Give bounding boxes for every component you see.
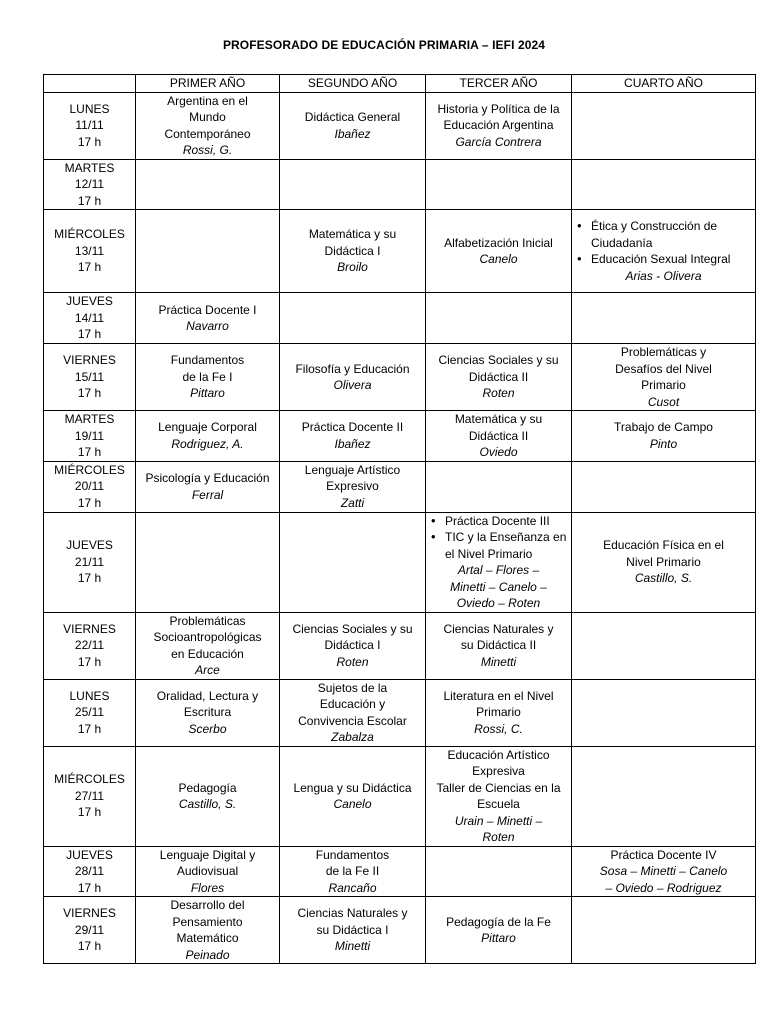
subject-name: Expresivo [326,479,379,494]
day-date: 27/11 [74,788,105,803]
teacher-name: Rancaño [328,880,377,895]
subject-cell [136,846,280,897]
teacher-name: Navarro [186,319,229,333]
subject-list-item: • Práctica Docente III [429,513,568,530]
subject-name: Didáctica I [324,638,381,653]
day-date: 19/11 [74,428,105,443]
day-cell [44,159,136,210]
subject-name: Convivencia Escolar [298,713,407,728]
subject-cell [136,679,280,746]
subject-cell [280,293,426,344]
day-cell [44,411,136,462]
teacher-name: Broilo [337,260,368,275]
table-row [44,293,756,344]
day-name: MIÉRCOLES [54,772,125,787]
teacher-name: Artal – Flores – [457,563,540,577]
subject-name: Contemporáneo [164,126,251,141]
subject-name: Fundamentos [315,847,390,862]
subject-name: de la Fe I [182,369,233,384]
subject-cell [280,159,426,210]
teacher-name: Arce [195,663,220,677]
table-row [44,344,756,411]
table-row [44,846,756,897]
day-time: 17 h [77,880,102,895]
day-time: 17 h [77,939,102,954]
page-title: PROFESORADO DE EDUCACIÓN PRIMARIA – IEFI 2024 [222,38,546,52]
subject-name: Mundo [189,110,226,124]
day-name: JUEVES [66,294,113,309]
table-row [44,612,756,679]
teacher-name: Rodriguez, A. [171,436,244,451]
subject-list [429,513,568,563]
subject-name: Desafíos del Nivel [615,361,712,376]
day-cell [44,512,136,612]
subject-name: Alfabetización Inicial [444,235,553,250]
subject-cell [572,210,756,293]
subject-name: Educación Artístico [447,747,550,762]
subject-name: Expresiva [472,764,525,778]
subject-cell [572,344,756,411]
subject-cell [280,846,426,897]
teacher-name: Roten [482,830,515,844]
day-time: 17 h [77,654,102,669]
subject-cell [426,344,572,411]
day-cell [44,92,136,159]
teacher-name: Arias - Olivera [625,268,702,283]
teacher-name: Ibañez [334,126,371,141]
header-day-column [44,75,136,93]
subject-cell [572,612,756,679]
subject-name: Educación Física en el [603,538,724,553]
subject-cell [572,679,756,746]
teacher-name: Rossi, G. [182,143,233,157]
subject-name: Matemática y su [454,412,543,426]
table-body [44,92,756,964]
subject-list-item: • Ética y Construcción de Ciudadanía [575,218,752,251]
table-row [44,897,756,964]
subject-name: Educación y [319,697,386,711]
day-date: 20/11 [74,479,105,494]
subject-cell [136,512,280,612]
subject-name: Didáctica I [324,243,381,258]
subject-cell [572,897,756,964]
teacher-name: Pinto [649,436,678,451]
subject-name: Literatura en el Nivel [443,688,554,703]
header-year-3: TERCER AÑO [426,75,572,93]
teacher-name: Pittaro [190,386,225,401]
subject-name: Trabajo de Campo [614,420,713,435]
subject-cell [572,846,756,897]
subject-cell [280,411,426,462]
subject-cell [426,897,572,964]
subject-name: Escuela [477,797,520,811]
table-row [44,210,756,293]
day-time: 17 h [77,193,102,208]
day-cell [44,612,136,679]
day-date: 25/11 [74,705,105,720]
header-year-2: SEGUNDO AÑO [280,75,426,93]
day-cell [44,210,136,293]
teacher-name: Oviedo – Roten [456,596,541,610]
subject-name: Historia y Política de la [437,101,560,116]
subject-cell [426,210,572,293]
subject-name: Filosofía y Educación [295,361,410,376]
teacher-name: Urain – Minetti – [454,813,543,828]
subject-name: Sujetos de la [317,680,388,695]
day-date: 22/11 [74,638,105,653]
subject-cell [572,159,756,210]
day-name: MIÉRCOLES [54,227,125,242]
day-cell [44,344,136,411]
teacher-name: Cusot [647,394,680,409]
subject-cell [572,411,756,462]
subject-cell [572,461,756,512]
teacher-name: Ibañez [334,436,371,451]
teacher-name: Castillo, S. [178,797,237,811]
day-date: 13/11 [74,243,105,258]
day-name: MARTES [64,160,115,175]
subject-name: Matemática y su [308,227,397,242]
subject-name: Socioantropológicas [153,630,262,644]
day-time: 17 h [77,134,102,149]
teacher-name: Minetti [480,654,517,669]
subject-cell [280,92,426,159]
subject-cell [280,612,426,679]
subject-name: Pedagogía [178,780,237,795]
subject-cell [426,746,572,846]
subject-cell [136,344,280,411]
subject-list [575,218,752,268]
subject-name: Lenguaje Corporal [158,420,257,435]
teacher-name: Castillo, S. [634,571,693,586]
subject-cell [136,897,280,964]
subject-name: Didáctica II [468,369,529,384]
day-name: VIERNES [63,353,116,368]
day-date: 28/11 [74,864,105,878]
day-time: 17 h [77,327,102,342]
subject-name: Pedagogía de la Fe [446,914,551,929]
subject-cell [280,210,426,293]
teacher-name: Canelo [479,252,518,266]
subject-cell [136,746,280,846]
day-date: 11/11 [75,118,104,133]
teacher-name: Pittaro [481,931,516,945]
subject-name: Psicología y Educación [145,471,270,485]
subject-list-item: • TIC y la Enseñanza en el Nivel Primario [429,529,568,562]
teacher-name: Peinado [185,947,230,962]
subject-name: Fundamentos [170,353,245,368]
subject-name: Desarrollo del [170,898,245,912]
subject-cell [426,679,572,746]
day-cell [44,746,136,846]
subject-cell [136,293,280,344]
subject-name: Práctica Docente II [301,420,404,435]
teacher-name: Oviedo [479,445,518,459]
subject-name: Didáctica General [304,110,401,124]
subject-cell [426,411,572,462]
teacher-name: Canelo [333,797,372,811]
teacher-name: Zabalza [331,730,374,744]
subject-cell [280,344,426,411]
subject-name: Taller de Ciencias en la [436,780,561,795]
day-date: 14/11 [74,310,105,325]
day-name: MIÉRCOLES [54,462,125,477]
subject-name: Problemáticas y [620,345,707,359]
subject-cell [426,846,572,897]
subject-cell [280,679,426,746]
subject-cell [426,512,572,612]
day-time: 17 h [77,495,102,510]
header-year-4: CUARTO AÑO [572,75,756,93]
table-row [44,512,756,612]
table-row [44,159,756,210]
teacher-name: Roten [482,386,515,401]
teacher-name: Olivera [333,378,372,392]
teacher-name: Zatti [340,495,365,510]
table-row [44,461,756,512]
subject-name: Primario [476,705,521,720]
table-row [44,746,756,846]
teacher-name: García Contrera [455,134,542,149]
subject-cell [426,92,572,159]
subject-name: Oralidad, Lectura y [156,688,259,703]
subject-name: su Didáctica I [316,922,389,937]
table-row [44,411,756,462]
teacher-name: Flores [190,880,225,895]
day-time: 17 h [77,386,102,401]
subject-name: Ciencias Sociales y su [438,353,559,368]
teacher-name: Minetti – Canelo – [450,579,547,594]
subject-cell [426,461,572,512]
subject-cell [280,897,426,964]
day-cell [44,897,136,964]
subject-name: Lenguaje Artístico [304,462,401,477]
subject-cell [136,159,280,210]
day-name: JUEVES [66,538,113,553]
subject-cell [136,411,280,462]
day-date: 21/11 [74,554,105,569]
day-date: 12/11 [74,177,105,191]
day-cell [44,846,136,897]
subject-name: Educación Argentina [443,118,554,133]
subject-name: Práctica Docente I [158,302,257,317]
subject-name: Primario [641,378,686,392]
teacher-name: Rossi, C. [474,721,523,736]
subject-cell [572,512,756,612]
subject-name: Escritura [183,705,232,720]
subject-cell [426,293,572,344]
subject-name: Matemático [176,931,239,945]
subject-name: Práctica Docente IV [610,847,717,862]
day-time: 17 h [77,721,102,736]
subject-name: Ciencias Sociales y su [292,621,413,636]
subject-cell [572,92,756,159]
day-time: 17 h [77,260,102,275]
day-time: 17 h [77,805,102,820]
teacher-name: Roten [336,654,369,669]
day-name: VIERNES [63,906,116,921]
subject-name: Problemáticas [169,613,246,628]
subject-name: Ciencias Naturales y [443,621,554,636]
teacher-name: Sosa – Minetti – Canelo [599,864,728,878]
subject-cell [136,210,280,293]
teacher-name: – Oviedo – Rodriguez [605,880,722,895]
table-row [44,679,756,746]
subject-cell [280,512,426,612]
day-name: MARTES [64,412,115,426]
day-date: 29/11 [74,922,105,937]
subject-name: Didáctica II [468,428,529,443]
subject-cell [280,461,426,512]
subject-name: su Didáctica II [460,638,537,653]
subject-list-item: • Educación Sexual Integral [575,251,752,268]
subject-name: Audiovisual [176,864,239,878]
day-name: LUNES [69,688,110,703]
subject-cell [426,612,572,679]
subject-name: Lenguaje Digital y [159,847,256,862]
subject-cell [136,612,280,679]
day-date: 15/11 [74,369,105,384]
day-time: 17 h [77,445,102,459]
subject-cell [136,461,280,512]
day-name: VIERNES [63,621,116,636]
day-name: LUNES [69,101,110,116]
subject-cell [572,746,756,846]
subject-name: Nivel Primario [626,554,701,569]
table-row [44,92,756,159]
teacher-name: Ferral [191,487,224,502]
subject-name: de la Fe II [325,864,380,878]
subject-name: Pensamiento [172,914,243,929]
teacher-name: Minetti [334,939,371,954]
teacher-name: Scerbo [188,721,227,736]
day-cell [44,679,136,746]
subject-name: Lengua y su Didáctica [293,780,412,795]
day-time: 17 h [77,571,102,586]
subject-cell [136,92,280,159]
subject-cell [280,746,426,846]
day-cell [44,293,136,344]
table-header-row [44,75,756,93]
subject-cell [426,159,572,210]
schedule-table [43,74,756,964]
subject-cell [572,293,756,344]
header-year-1: PRIMER AÑO [136,75,280,93]
day-name: JUEVES [66,847,113,862]
day-cell [44,461,136,512]
subject-name: Argentina en el [167,93,248,108]
subject-name: Ciencias Naturales y [297,906,408,921]
subject-name: en Educación [171,646,244,661]
